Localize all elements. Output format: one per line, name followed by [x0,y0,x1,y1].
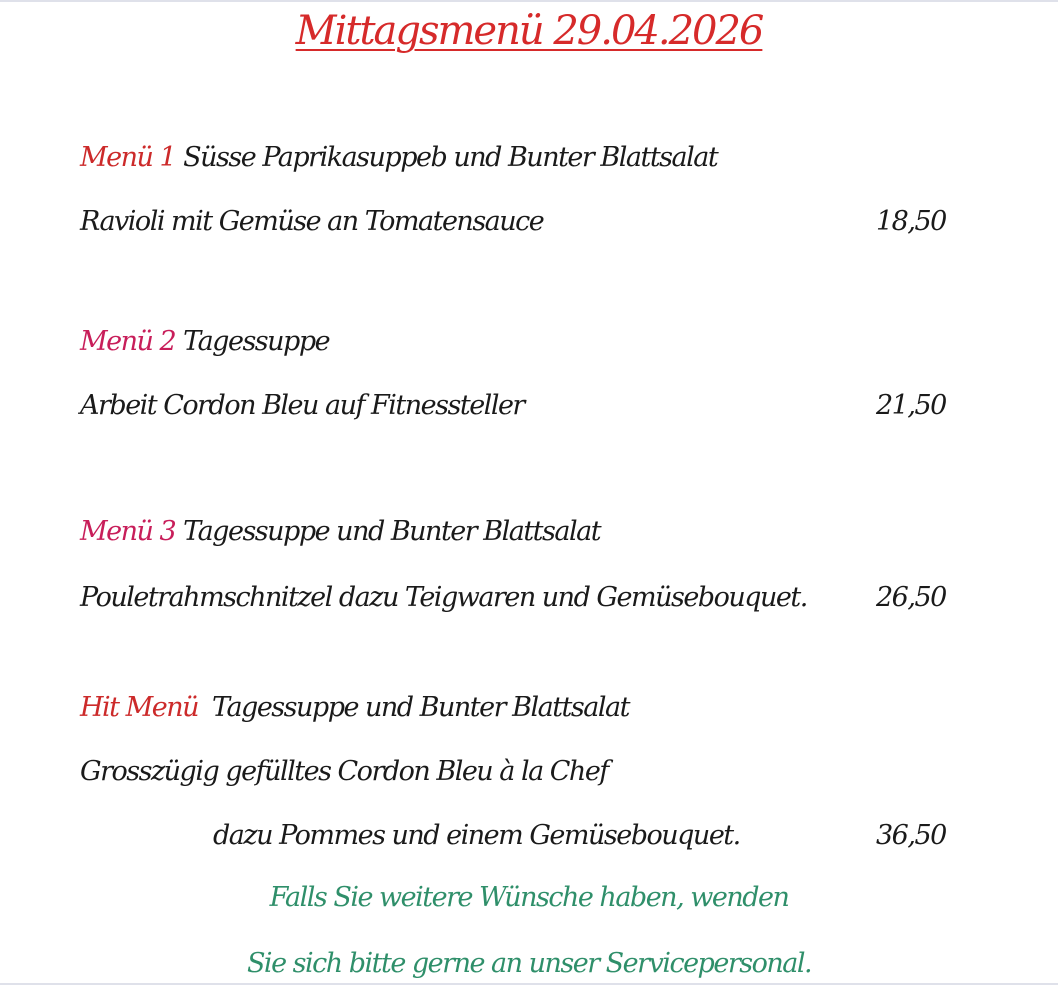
menu-2-main: Arbeit Cordon Bleu auf Fitnessteller [80,390,524,421]
page-title: Mittagsmenü 29.04.2026 [295,8,763,54]
menu-3-price: 26,50 [876,582,946,613]
menu-1-main: Ravioli mit Gemüse an Tomatensauce [80,206,544,237]
menu-1-price: 18,50 [876,206,946,237]
hit-menu-main-line2: dazu Pommes und einem Gemüsebouquet. [213,820,740,851]
menu-2-label: Menü 2 [80,326,176,357]
hit-menu-main: Grosszügig gefülltes Cordon Bleu à la Chef [80,756,608,787]
hit-menu-starter-line [80,692,629,723]
menu-3-label: Menü 3 [80,516,176,547]
menu-1-starter-line [80,142,717,173]
hit-menu-label: Hit Menü [80,692,199,723]
menu-3-starter-line [80,516,600,547]
service-note-line-2: Sie sich bitte gerne an unser Servicepersonal. [246,948,812,979]
service-note-line-1: Falls Sie weitere Wünsche haben, wenden [269,882,789,913]
menu-1-starter: Süsse Paprikasuppeb und Bunter Blattsalat [183,142,718,173]
hit-menu-price: 36,50 [876,820,946,851]
menu-2-price: 21,50 [876,390,946,421]
hit-menu-starter: Tagessuppe und Bunter Blattsalat [212,692,629,723]
menu-3-starter: Tagessuppe und Bunter Blattsalat [183,516,601,547]
menu-1-label: Menü 1 [80,142,176,173]
menu-2-starter-line [80,326,329,357]
menu-2-starter: Tagessuppe [183,326,330,357]
menu-3-main: Pouletrahmschnitzel dazu Teigwaren und Gemüsebouquet. [80,582,807,613]
